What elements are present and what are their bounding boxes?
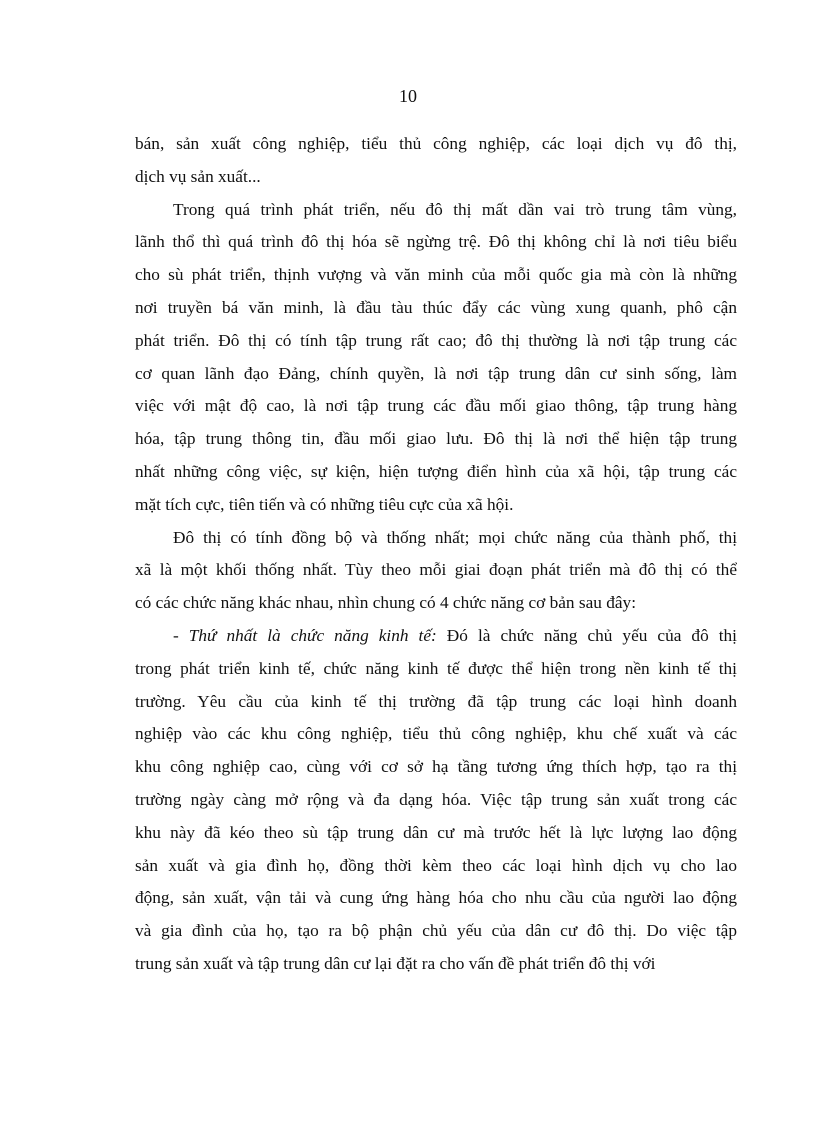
text-line: xã là một khối thống nhất. Tùy theo mỗi giai đoạn phát triển mà đô thị có thể [135, 560, 737, 580]
text-line: lãnh thổ thì quá trình đô thị hóa sẽ ngừng trệ. Đô thị không chỉ là nơi tiêu biểu [135, 232, 737, 252]
text-line: nghiệp vào các khu công nghiệp, tiểu thủ công nghiệp, khu chế xuất và các [135, 724, 737, 744]
text-line: cho sù phát triển, thịnh vượng và văn minh của mỗi quốc gia mà còn là những [135, 265, 737, 285]
text-line: nơi truyền bá văn minh, là đầu tàu thúc đẩy các vùng xung quanh, phô cận [135, 297, 737, 317]
text-line: khu công nghiệp cao, cùng với cơ sở hạ tầng tương ứng thích hợp, tạo ra thị [135, 757, 737, 777]
text-line: Trong quá trình phát triển, nếu đô thị mất dần vai trò trung tâm vùng, [173, 199, 737, 219]
text-line: mặt tích cực, tiên tiến và có những tiêu cực của xã hội. [135, 494, 514, 514]
paragraph-3 [135, 522, 737, 620]
italic-lead: - Thứ nhất là chức năng kinh tế: [173, 625, 437, 645]
text-line: Đô thị có tính đồng bộ và thống nhất; mọi chức năng của thành phố, thị [173, 527, 737, 547]
text-line: có các chức năng khác nhau, nhìn chung có 4 chức năng cơ bản sau đây: [135, 593, 636, 613]
paragraph-1 [135, 128, 737, 194]
text-line: trường. Yêu cầu của kinh tế thị trường đã tập trung các loại hình doanh [135, 691, 737, 711]
text-line: động, sản xuất, vận tải và cung ứng hàng hóa cho nhu cầu của người lao động [135, 888, 737, 908]
text-line: việc với mật độ cao, là nơi tập trung các đầu mối giao thông, tập trung hàng [135, 396, 737, 416]
body-text [135, 128, 737, 981]
text-line: khu này đã kéo theo sù tập trung dân cư mà trước hết là lực lượng lao động [135, 822, 737, 842]
text-line: hóa, tập trung thông tin, đầu mối giao lưu. Đô thị là nơi thể hiện tập trung [135, 429, 737, 449]
paragraph-2 [135, 194, 737, 522]
text-line: bán, sản xuất công nghiệp, tiểu thủ công nghiệp, các loại dịch vụ đô thị, [135, 134, 737, 153]
text-line: dịch vụ sản xuất... [135, 166, 261, 186]
lead-rest: Đó là chức năng chủ yếu của đô thị [436, 625, 737, 645]
text-line: trung sản xuất và tập trung dân cư lại đặt ra cho vấn đề phát triển đô thị với [135, 953, 656, 973]
text-line: phát triển. Đô thị có tính tập trung rất cao; đô thị thường là nơi tập trung các [135, 330, 737, 350]
text-line-lead [135, 620, 737, 653]
text-line: nhất những công việc, sự kiện, hiện tượng điển hình của xã hội, tập trung các [135, 461, 737, 481]
text-line: sản xuất và gia đình họ, đồng thời kèm theo các loại hình dịch vụ cho lao [135, 855, 737, 875]
text-line: trong phát triển kinh tế, chức năng kinh tế được thể hiện trong nền kinh tế thị [135, 658, 737, 678]
text-line: trường ngày càng mở rộng và đa dạng hóa. Việc tập trung sản xuất trong các [135, 789, 737, 809]
text-line: cơ quan lãnh đạo Đảng, chính quyền, là nơi tập trung dân cư sinh sống, làm [135, 363, 737, 383]
text-line: và gia đình của họ, tạo ra bộ phận chủ yếu của dân cư đô thị. Do việc tập [135, 921, 737, 941]
page-number: 10 [399, 86, 417, 106]
paragraph-4 [135, 620, 737, 981]
